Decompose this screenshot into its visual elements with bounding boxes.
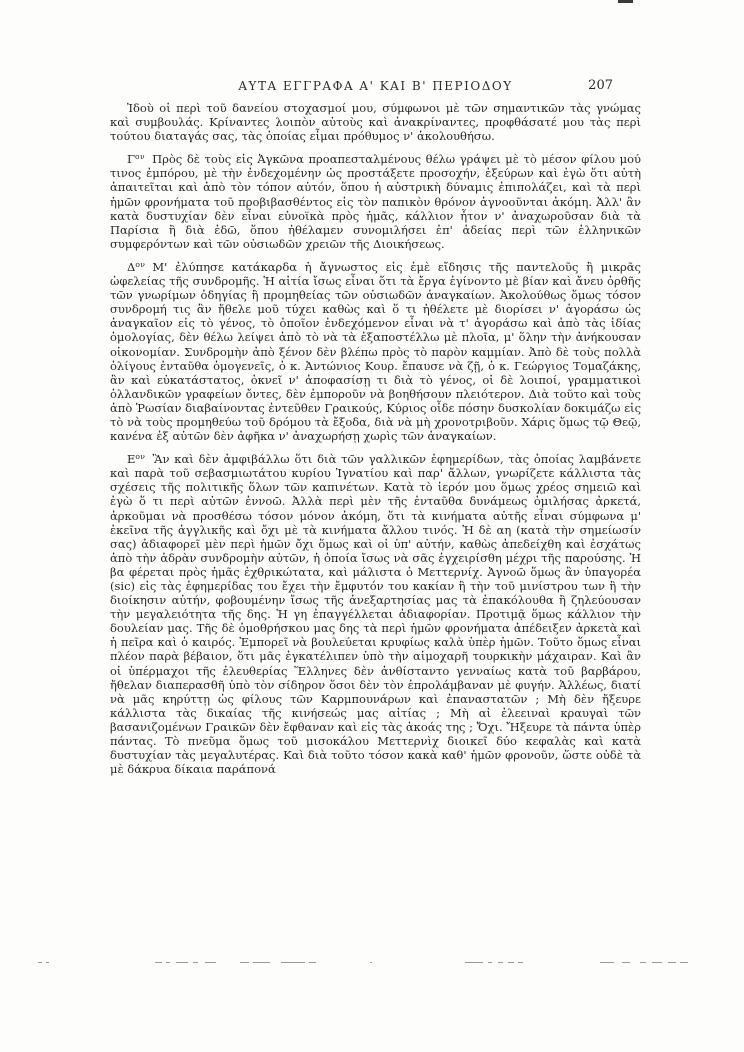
paragraph-text: Ἰδοὺ οἱ περὶ τοῦ δανείου στοχασμοί μου, σύμφωνοι μὲ τῶν σημαντικῶν τὰς γνώμας καὶ συμβουλάς. Κρίναντες λοιπὸν αὐτοὺς καὶ ἀνακρίναντες, προφθάσατέ μου τὰς περὶ τούτου διαταγάς σας, τὰς ὁποίας εἶμαι πρόθυμος ν' ἀκολουθήσω.	[110, 101, 641, 144]
page-header	[110, 79, 641, 95]
marker-superscript: ον	[135, 452, 146, 462]
paragraph-text: Πρὸς δὲ τοὺς εἰς Ἀγκῶνα προαπεσταλμένους θέλω γράψει μὲ τὸ μέσον φίλου μού τινος ἐμπόρου, μὲ τὴν ἐνδεχομένην ὡς προστάξετε προσοχήν, ἐξεύρων καὶ ἐγὼ ὅτι αὐτὴ ἀπαιτεῖται καὶ ἀπὸ τὸν τόπον αὐτόν, ὅπου ἡ αὐστρικὴ δύναμις ἐπιπολάζει, καὶ τὰ περὶ ἡμῶν φρονήματα τοῦ προβιβασθέντος εἰς τὸν παπικὸν θρόνον ἀγνοοῦνται ἀκόμη. Ἀλλ' ἂν κατὰ δυστυχίαν δὲν εἶναι εὐνοϊκὰ πρὸς ἡμᾶς, κάλλιον ἦτον ν' ἀναχωροῦσαν διὰ τὰ Παρίσια ἢ διὰ ἐδῶ, ὅπου ἠθέλαμεν συνομιλήσει ἐπ' ἀδείας περὶ τῶν ἑλληνικῶν συμφερόντων καὶ τῶν οὐσιωδῶν χρειῶν τῆς Διοικήσεως.	[110, 152, 641, 251]
scan-artifact-top-right	[618, 0, 633, 3]
marker-letter: Ε	[127, 452, 136, 467]
paragraph-text: Μ' ἐλύπησε κατάκαρδα ἡ ἄγνωστος εἰς ἐμὲ εἴδησις τῆς παντελοῦς ἢ μικρᾶς ὠφελείας τῆς συνδρομῆς. Ἡ αἰτία ἴσως εἶναι ὅτι τὰ ἔργα ἐγίνοντο μὲ βίαν καὶ ἄνευ ὀρθῆς τῶν γνωρίμων ὁδηγίας ἢ προμηθείας τῶν οὐσιωδῶν ἀναγκαίων. Ἀκολούθως ὅμως τόσον συνδρομή τις ἂν ἤθελε μοῦ τύχει καθὼς καὶ ὅ τι ἠθέλετε μὲ διορίσει ν' ἀγοράσω ὡς ἀναγκαῖον εἰς τὸ γένος, τὸ ὁποῖον ἐνδεχόμενον εἶναι νὰ τ' ἀγοράσω καὶ ἀπὸ τὰς ἰδίας ὁμολογίας, δὲν θέλω λείψει ἀπὸ τὸ νὰ τὰ ἐξαποστέλλω μὲ πλοῖα, μ' ὅλην τὴν ἀνήκουσαν οἰκονομίαν. Συνδρομὴν ἀπὸ ξένον δὲν βλέπω πρὸς τὸ παρὸν καμμίαν. Ἀπὸ δὲ τοὺς πολλὰ ὀλίγους ἐνταῦθα ὁμογενεῖς, ὁ κ. Ἀντώνιος Κουρ. ἔπαυσε νὰ ζῇ, ὁ κ. Γεώργιος Τομαζάκης, ἂν καὶ εὐκατάστατος, ὀκνεῖ ν' ἀποφασίσῃ τι διὰ τὸ γένος, οἱ δὲ λοιποί, γραμματικοὶ ὁλλανδικῶν γραφείων ὄντες, δὲν ἐμποροῦν νὰ βοηθήσουν πλειότερον. Διὰ τοῦτο καὶ τοὺς ἀπὸ Ῥωσίαν διαβαίνοντας ἐντεῦθεν Γραικούς, Κύριος οἶδε πόσην δυσκολίαν δοκιμάζω εἰς τὸ νὰ τοὺς προμηθεύω τοῦ δρόμου τὰ ἔξοδα, διὰ νὰ μὴ χρονοτριβοῦν. Χάρις ὅμως τῷ Θεῷ, κανένα ἐξ αὐτῶν δὲν ἀφῆκα ν' ἀναχωρήσῃ χωρὶς τῶν ἀναγκαίων.	[110, 259, 642, 444]
paragraph-delta	[110, 260, 641, 443]
document-body	[110, 101, 641, 785]
paragraph-marker	[127, 452, 145, 466]
marker-superscript: ον	[135, 259, 146, 269]
page-number: 207	[588, 78, 613, 93]
paragraph-epsilon	[110, 452, 641, 776]
marker-superscript: ον	[134, 152, 146, 162]
paragraph-marker	[127, 152, 145, 166]
paragraph-text: Ἂν καὶ δὲν ἀμφιβάλλω ὅτι διὰ τῶν γαλλικῶν ἐφημερίδων, τὰς ὁποίας λαμβάνετε καὶ παρὰ τοῦ σεβασμιωτάτου κυρίου Ἰγνατίου καὶ παρ' ἄλλων, γνωρίζετε κάλλιστα τὰς σχέσεις τῆς πολιτικῆς ὅλων τῶν καπινέτων. Κατὰ τὸ ἱερόν μου ὅμως χρέος σημειῶ καὶ ἐγὼ ὅ τι περὶ αὐτῶν ἐννοῶ. Ἀλλὰ περὶ μὲν τῆς ἐνταῦθα δυνάμεως ὁμιλήσας ἀρκετά, ἀρκοῦμαι νὰ προσθέσω τόσον μόνον ἀκόμη, ὅτι τὰ κινήματα αὐτῆς εἶναι σύμφωνα μ' ἐκεῖνα τῆς ἀγγλικῆς καὶ ὄχι μὲ τὰ κινήματα ἄλλου τινός. Ἡ δὲ αη (κατὰ τὴν σημείωσίν σας) ἀδιαφορεῖ μὲν περὶ ἡμῶν ὄχι ὅμως καὶ οἱ ὑπ' αὐτήν, καθὼς ἀπεδείχθη καὶ ἐσχάτως ἀπὸ τὴν ἁδρὰν συνδρομὴν αὐτῶν, ἡ ὁποία ἴσως νὰ σᾶς ἐγχειρίσθη μέχρι τῆς παρούσης. Ἡ βα φέρεται πρὸς ἡμᾶς ἐχθρικώτατα, καὶ μάλιστα ὁ Μεττερνίχ. Ἀγνοῶ ὅμως ἂν ὑπαγορέα (sic) εἰς τὰς ἐφημερίδας του ἔχει τὴν ἔμφυτόν του κακίαν ἢ τὴν τοῦ μινίστρου των ἢ τὴν διοίκησιν αὐτήν, φοβουμένην ἴσως τῆς ἀνεξαρτησίας μας τὰ ἐπακόλουθα ἢ ζηλεύουσαν τὴν μεγαλειότητα τῆς δης. Ἡ γη ἐπαγγέλλεται ἀδιαφορίαν. Προτιμᾷ ὅμως κάλλιον τὴν δουλείαν μας. Τῆς δὲ ὁμοθρήσκου μας δης τὰ περὶ ἡμῶν φρονήματα ἀπέδειξεν ἀρκετὰ καὶ ἡ πεῖρα καὶ ὁ καιρός. Ἐμπορεῖ νὰ βουλεύεται κρυφίως καλὰ ὑπὲρ ἡμῶν. Τοῦτο ὅμως εἶναι πλέον παρὰ βέβαιον, ὅτι μᾶς ἐγκατέλιπεν ὑπὸ τὴν αἱμοχαρῆ τουρκικὴν μάχαιραν. Καὶ ἂν οἱ ὑπέρμαχοι τῆς ἐλευθερίας Ἕλληνες δὲν ἀνθίσταντο γενναίως κατὰ τοῦ βαρβάρου, ἤθελαν διαπερασθῆ ὑπὸ τὸν σίδηρον ὅσοι δὲν τὸν ἐπρολάμβαναν μὲ φυγήν. Ἀλλέως, διατί νὰ μᾶς κηρύττῃ ὡς φίλους τῶν Καρμπουνάρων καὶ ἐπαναστατῶν ; Μὴ δὲν ἤξευρε κάλλιστα τὰς δικαίας τῆς κινήσεώς μας αἰτίας ; Μὴ αἱ ἐλεειναὶ κραυγαὶ τῶν βασανιζομένων Γραικῶν δὲν ἔφθαναν καὶ εἰς τὰς ἀκοάς της ; Ὄχι. Ἤξευρε τὰ πάντα ὑπὲρ πάντας. Τὸ πνεῦμα ὅμως τοῦ μισοκάλου Μεττερνὶχ διοικεῖ δύο κεφαλὰς καὶ κατὰ δυστυχίαν τὰς μεγαλυτέρας. Καὶ διὰ τοῦτο τόσον κακὰ καθ' ἡμῶν φρονοῦν, ὥστε οὐδὲ τὰ μὲ δάκρυα δίκαια παράπονά	[110, 452, 641, 777]
running-title: ΑΥΤΑ ΕΓΓΡΑΦΑ Α' ΚΑΙ Β' ΠΕΡΙΟΔΟΥ	[238, 79, 513, 93]
paragraph-marker	[127, 260, 145, 274]
marker-letter: Γ	[127, 152, 135, 167]
paragraph-intro	[110, 101, 641, 143]
scan-artifacts-bottom	[0, 962, 744, 966]
marker-letter: Δ	[127, 259, 136, 274]
paragraph-gamma	[110, 152, 641, 251]
